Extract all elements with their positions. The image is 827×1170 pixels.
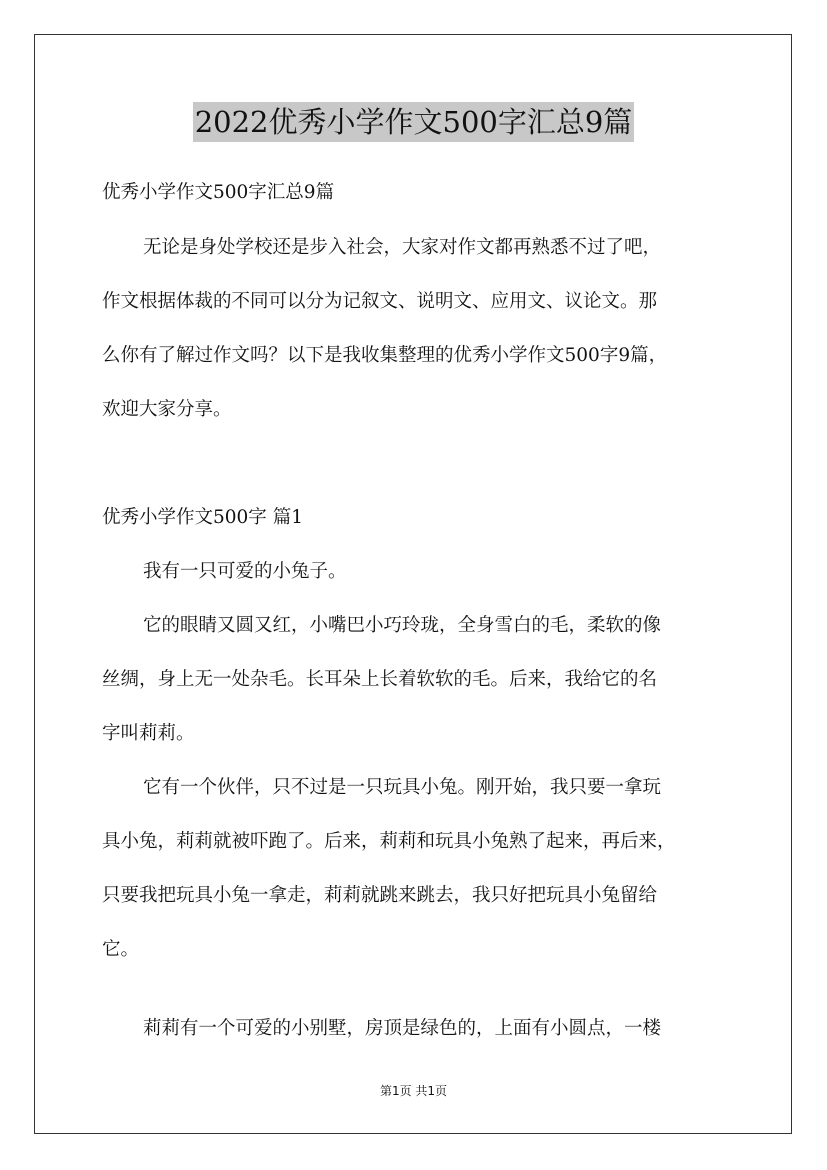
intro-line-2: 作文根据体裁的不同可以分为记叙文、说明文、应用文、议论文。那 xyxy=(102,291,658,312)
paragraph-3-line-2: 具小兔，莉莉就被吓跑了。后来，莉莉和玩具小兔熟了起来，再后来， xyxy=(102,831,676,852)
title-container xyxy=(0,102,827,142)
paragraph-3-line-1: 它有一个伙伴，只不过是一只玩具小兔。刚开始，我只要一拿玩 xyxy=(143,777,662,798)
intro-line-1: 无论是身处学校还是步入社会，大家对作文都再熟悉不过了吧， xyxy=(143,237,662,258)
document-title: 2022优秀小学作文500字汇总9篇 xyxy=(193,102,635,142)
intro-line-4: 欢迎大家分享。 xyxy=(102,399,232,420)
paragraph-3-line-4: 它。 xyxy=(102,939,140,960)
paragraph-2-line-1: 它的眼睛又圆又红，小嘴巴小巧玲珑，全身雪白的毛，柔软的像 xyxy=(143,615,662,636)
document-subtitle: 优秀小学作文500字汇总9篇 xyxy=(102,182,335,203)
section-heading: 优秀小学作文500字 篇1 xyxy=(102,507,303,528)
page-footer: 第1页 共1页 xyxy=(379,1084,448,1098)
paragraph-3-line-3: 只要我把玩具小兔一拿走，莉莉就跳来跳去，我只好把玩具小兔留给 xyxy=(102,885,658,906)
paragraph-1: 我有一只可爱的小兔子。 xyxy=(143,561,347,582)
paragraph-2-line-3: 字叫莉莉。 xyxy=(102,723,195,744)
intro-line-3: 么你有了解过作文吗？以下是我收集整理的优秀小学作文500字9篇， xyxy=(102,345,668,366)
paragraph-2-line-2: 丝绸，身上无一处杂毛。长耳朵上长着软软的毛。后来，我给它的名 xyxy=(102,669,658,690)
paragraph-4-line-1: 莉莉有一个可爱的小别墅，房顶是绿色的，上面有小圆点，一楼 xyxy=(143,1018,662,1039)
